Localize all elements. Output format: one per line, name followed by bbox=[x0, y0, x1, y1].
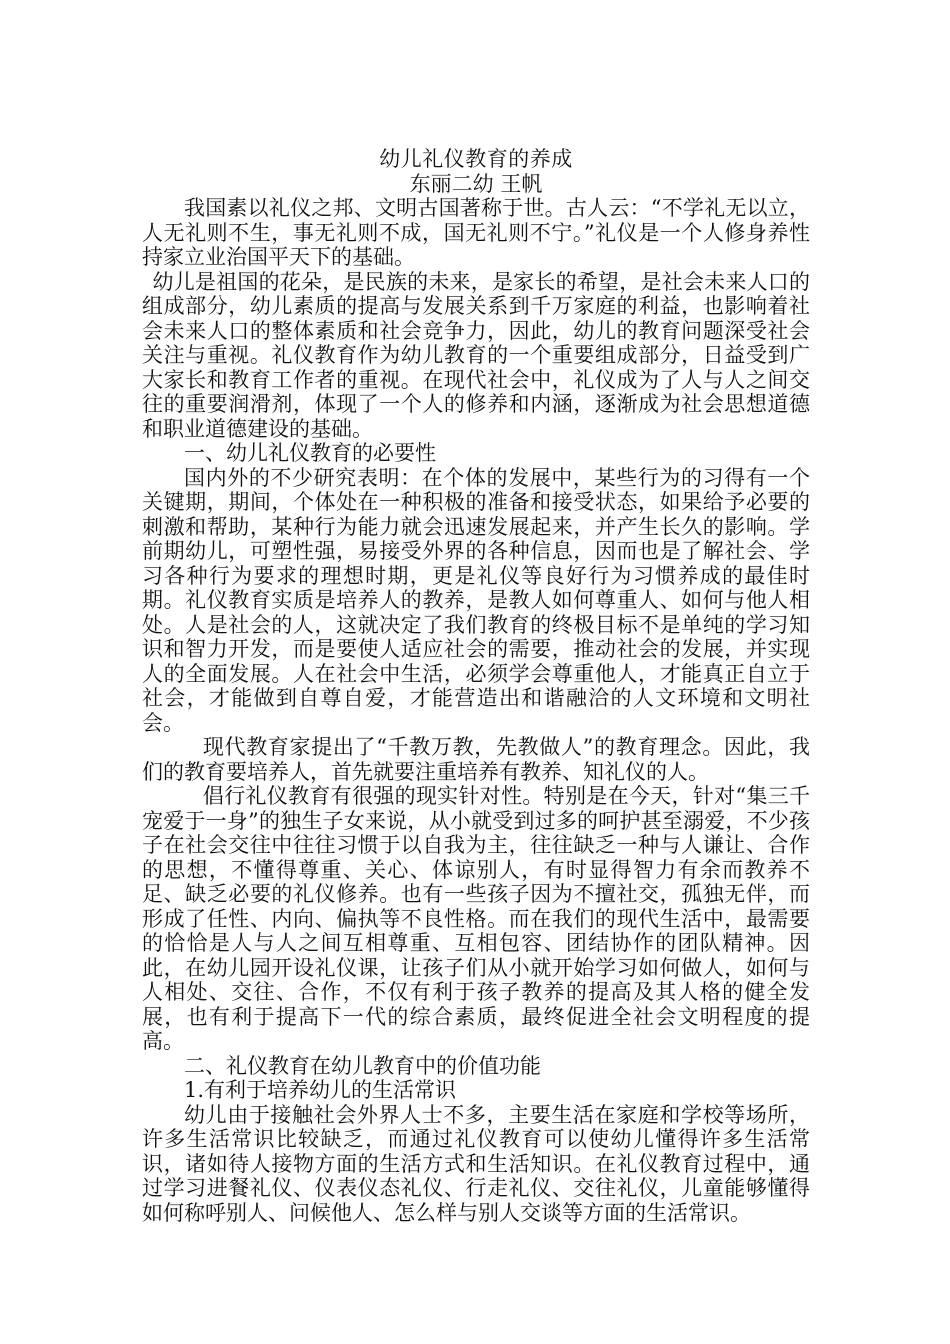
section-heading-necessity: 一、幼儿礼仪教育的必要性 bbox=[184, 441, 436, 465]
document-page bbox=[142, 147, 810, 1225]
section-heading-value: 二、礼仪教育在幼儿教育中的价值功能 bbox=[184, 1053, 541, 1078]
subsection-heading-life-knowledge: 1.有利于培养幼儿的生活常识 bbox=[184, 1078, 457, 1102]
paragraph-practical-relevance: 倡行礼仪教育有很强的现实针对性。特别是在今天，针对“集三千宠爱于一身”的独生子女来说，从小就受到过多的呵护甚至溺爱，不少孩子在社会交往中往往习惯于以自我为主，往往缺乏一种与人谦让、合作的思想，不懂得尊重、关心、体谅别人，有时显得智力有余而教养不足、缺乏必要的礼仪修养。也有一些孩子因为不擅社交，孤独无伴，而形成了任性、内向、偏执等不良性格。而在我们的现代生活中，最需要的恰恰是人与人之间互相尊重、互相包容、团结协作的团队精神。因此，在幼儿园开设礼仪课，让孩子们从小就开始学习如何做人，如何与人相处、交往、合作，不仅有利于孩子教养的提高及其人格的健全发展，也有利于提高下一代的综合素质，最终促进全社会文明程度的提高。 bbox=[142, 784, 810, 1053]
paragraph-life-knowledge: 幼儿由于接触社会外界人士不多，主要生活在家庭和学校等场所，许多生活常识比较缺乏，而通过礼仪教育可以使幼儿懂得许多生活常识，诸如待人接物方面的生活方式和生活知识。在礼仪教育过程中，通过学习进餐礼仪、仪表仪态礼仪、行走礼仪、交往礼仪，儿童能够懂得如何称呼别人、问候他人、怎么样与别人交谈等方面的生活常识。 bbox=[142, 1102, 810, 1225]
document-author: 东丽二幼 王帆 bbox=[409, 171, 543, 196]
paragraph-educator-concept: 现代教育家提出了“千教万教，先教做人”的教育理念。因此，我们的教育要培养人，首先就要注重培养有教养、知礼仪的人。 bbox=[142, 735, 810, 784]
paragraph-research: 国内外的不少研究表明：在个体的发展中，某些行为的习得有一个关键期，期间，个体处在一种积极的准备和接受状态，如果给予必要的刺激和帮助，某种行为能力就会迅速发展起来，并产生长久的影响。学前期幼儿，可塑性强，易接受外界的各种信息，因而也是了解社会、学习各种行为要求的理想时期，更是礼仪等良好行为习惯养成的最佳时期。礼仪教育实质是培养人的教养，是教人如何尊重人、如何与他人相处。人是社会的人，这就决定了我们教育的终极目标不是单纯的学习知识和智力开发，而是要使人适应社会的需要，推动社会的发展，并实现人的全面发展。人在社会中生活，必须学会尊重他人，才能真正自立于社会，才能做到自尊自爱，才能营造出和谐融洽的人文环境和文明社会。 bbox=[142, 465, 810, 735]
document-title: 幼儿礼仪教育的养成 bbox=[379, 147, 573, 171]
paragraph-children-future: 幼儿是祖国的花朵，是民族的未来，是家长的希望，是社会未来人口的组成部分，幼儿素质的提高与发展关系到千万家庭的利益，也影响着社会未来人口的整体素质和社会竞争力，因此，幼儿的教育问题深受社会关注与重视。礼仪教育作为幼儿教育的一个重要组成部分，日益受到广大家长和教育工作者的重视。在现代社会中，礼仪成为了人与人之间交往的重要润滑剂，体现了一个人的修养和内涵，逐渐成为社会思想道德和职业道德建设的基础。 bbox=[142, 269, 810, 441]
paragraph-intro: 我国素以礼仪之邦、文明古国著称于世。古人云：“不学礼无以立，人无礼则不生，事无礼则不成，国无礼则不宁。”礼仪是一个人修身养性持家立业治国平天下的基础。 bbox=[142, 196, 810, 269]
